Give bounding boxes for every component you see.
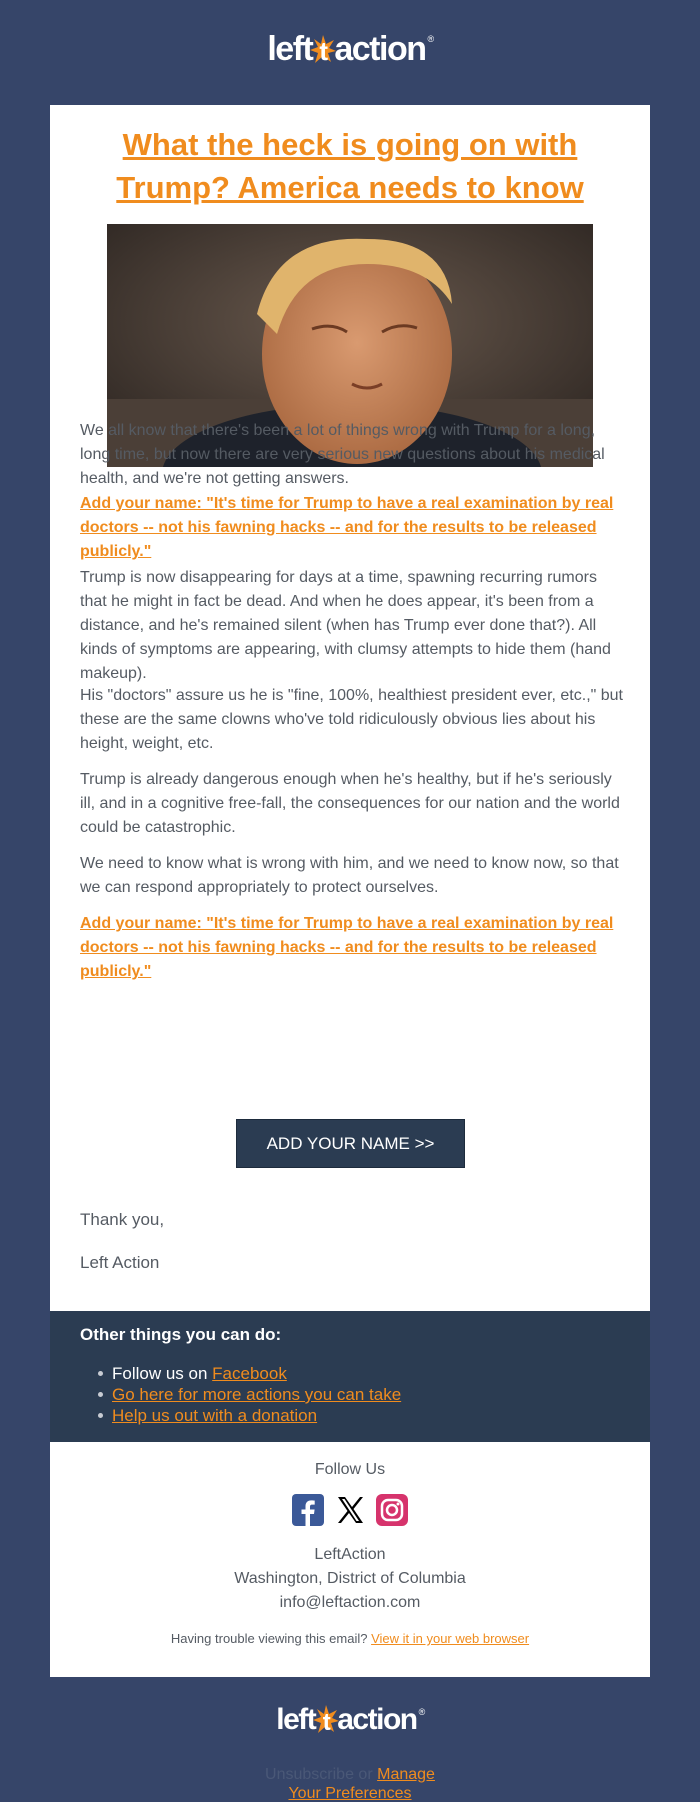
other-actions-panel [50, 1311, 650, 1442]
logo-text-left: left [267, 30, 313, 68]
list-item [112, 1363, 401, 1384]
paragraph-intro: We all know that there's been a lot of things wrong with Trump for a long, long time, but now there are very serious new questions about his medical health, and we're not getting answers. [80, 422, 605, 487]
svg-text:t: t [319, 35, 327, 65]
logo-registered: ® [418, 1707, 424, 1717]
logo-text-right: action [334, 30, 426, 68]
paragraph-dangerous: Trump is already dangerous enough when he's healthy, but if he's seriously ill, and in a cognitive free-fall, the consequences for our nation and the world could be catastrophic. [80, 771, 620, 836]
logo-registered: ® [427, 34, 433, 44]
other-actions-title: Other things you can do: [80, 1325, 282, 1344]
email-main-card [50, 105, 650, 1311]
view-in-browser-link[interactable]: View it in your web browser [371, 1631, 530, 1646]
add-name-link-top[interactable]: Add your name: "It's time for Trump to have a real examination by real doctors -- not his fawning hacks -- and for the results to be released publicly." [80, 495, 614, 560]
org-location: Washington, District of Columbia [234, 1570, 466, 1587]
sign-name: Left Action [80, 1253, 160, 1272]
manage-link[interactable]: Manage [377, 1766, 435, 1783]
paragraph-need-to-know: We need to know what is wrong with him, and we need to know now, so that we can respond appropriately to protect ourselves. [80, 855, 619, 896]
footer-logo[interactable] [0, 1703, 700, 1737]
other-actions-list [112, 1363, 401, 1426]
logo-burst-icon [310, 35, 336, 65]
list-item [112, 1384, 401, 1405]
sign-thanks: Thank you, [80, 1210, 165, 1229]
follow-prefix: Follow us on [112, 1364, 213, 1383]
paragraph-doctors: His "doctors" assure us he is "fine, 100%, healthiest president ever, etc.," but these are the same clowns who've told ridiculously obvious lies about his height, weight, etc. [80, 687, 623, 752]
list-item [112, 1405, 401, 1426]
header-logo[interactable] [0, 30, 700, 69]
add-name-link-bottom[interactable]: Add your name: "It's time for Trump to have a real examination by real doctors -- not his fawning hacks -- and for the results to be released publicly." [80, 915, 614, 980]
paragraph-disappearing: Trump is now disappearing for days at a time, spawning recurring rumors that he might in fact be dead. And when he does appear, it's been from a distance, and he's remained silent (when has Trump ever done that?). All kinds of symptoms are appearing, with clumsy attempts to hide them (hand makeup). [80, 569, 611, 682]
social-icons [50, 1494, 650, 1526]
logo-text-left: left [276, 1703, 316, 1736]
x-icon[interactable] [334, 1494, 366, 1526]
follow-us-label: Follow Us [314, 1461, 386, 1478]
svg-text:t: t [323, 1709, 330, 1735]
preferences-link[interactable]: Your Preferences [288, 1785, 412, 1802]
instagram-icon[interactable] [376, 1494, 408, 1526]
unsubscribe-link[interactable]: Unsubscribe [265, 1766, 354, 1783]
unsubscribe-or: or [353, 1766, 378, 1783]
trouble-viewing [50, 1631, 650, 1646]
unsubscribe-line [0, 1765, 700, 1802]
org-name: LeftAction [314, 1546, 386, 1563]
email-headline[interactable]: What the heck is going on with Trump? America needs to know [116, 127, 584, 205]
facebook-link[interactable]: Facebook [212, 1364, 287, 1383]
org-email[interactable]: info@leftaction.com [279, 1594, 421, 1611]
trouble-text: Having trouble viewing this email? [170, 1631, 372, 1646]
donation-link[interactable]: Help us out with a donation [112, 1406, 318, 1425]
more-actions-link[interactable]: Go here for more actions you can take [112, 1385, 402, 1404]
logo-burst-icon [313, 1705, 339, 1735]
email-footer-card [50, 1442, 650, 1677]
logo-text-right: action [337, 1703, 417, 1736]
facebook-icon[interactable] [292, 1494, 324, 1526]
add-your-name-button[interactable]: ADD YOUR NAME >> [236, 1119, 465, 1168]
